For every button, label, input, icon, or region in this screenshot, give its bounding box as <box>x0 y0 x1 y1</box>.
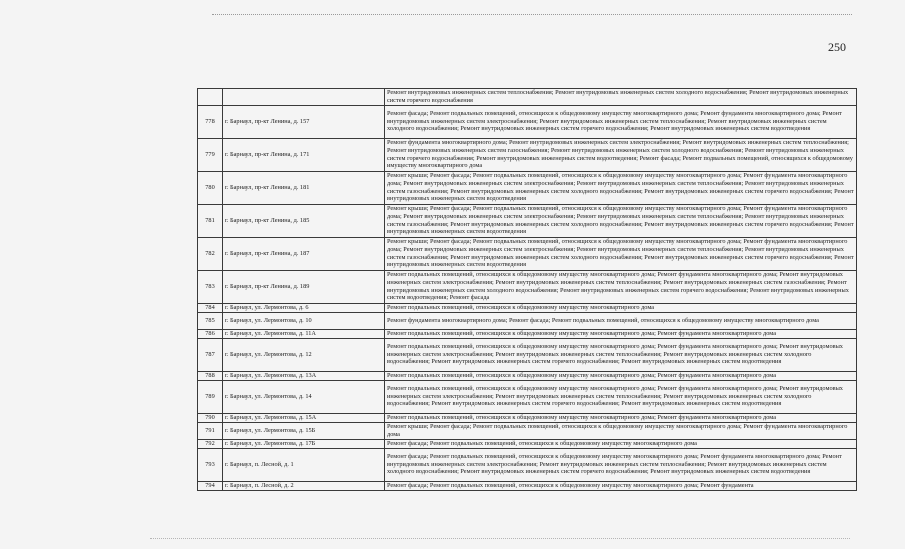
row-works: Ремонт фундамента многоквартирного дома; Ремонт внутридомовых инженерных систем электроснабжения; Ремонт внутридомовых инженерных систем теплоснабжения; Ремонт внутридомовых инженерных систем газоснабжения; Ремонт внутридомовых инженерных систем холодного водоснабжения; Ремонт внутридомовых инженерных систем горячего водоснабжения; Ремонт внутридомовых инженерных систем водоотведения; Ремонт фасада; Ремонт подвальных помещений, относящихся к общедомовому имуществу многоквартирного дома <box>385 138 857 171</box>
table-row <box>198 237 857 270</box>
repair-register-table <box>197 88 857 491</box>
row-works: Ремонт крыши; Ремонт фасада; Ремонт подвальных помещений, относящихся к общедомовому имуществу многоквартирного дома; Ремонт фундамента многоквартирного дома; Ремонт внутридомовых инженерных систем электроснабжения; Ремонт внутридомовых инженерных систем теплоснабжения; Ремонт внутридомовых инженерных систем газоснабжения; Ремонт внутридомовых инженерных систем холодного водоснабжения; Ремонт внутридомовых инженерных систем горячего водоснабжения; Ремонт внутридомовых инженерных систем водоотведения <box>385 171 857 204</box>
row-address: г. Барнаул, ул. Лермонтова, д. 11А <box>223 329 385 338</box>
row-works: Ремонт крыши; Ремонт фасада; Ремонт подвальных помещений, относящихся к общедомовому имуществу многоквартирного дома; Ремонт фундамента многоквартирного дома; Ремонт внутридомовых инженерных систем электроснабжения; Ремонт внутридомовых инженерных систем теплоснабжения; Ремонт внутридомовых инженерных систем газоснабжения; Ремонт внутридомовых инженерных систем холодного водоснабжения; Ремонт внутридомовых инженерных систем горячего водоснабжения; Ремонт внутридомовых инженерных систем водоотведения <box>385 204 857 237</box>
row-number: 787 <box>198 338 223 371</box>
top-scan-line <box>212 14 852 15</box>
row-address: г. Барнаул, пр-кт Ленина, д. 185 <box>223 204 385 237</box>
row-address: г. Барнаул, ул. Лермонтова, д. 15А <box>223 413 385 422</box>
row-number: 788 <box>198 371 223 380</box>
table-row <box>198 413 857 422</box>
row-number: 778 <box>198 105 223 138</box>
table-row <box>198 448 857 481</box>
row-number: 794 <box>198 481 223 490</box>
table-row <box>198 329 857 338</box>
row-address: г. Барнаул, пр-кт Ленина, д. 187 <box>223 237 385 270</box>
row-address: г. Барнаул, пр-кт Ленина, д. 171 <box>223 138 385 171</box>
row-number <box>198 89 223 106</box>
row-address: г. Барнаул, п. Лесной, д. 1 <box>223 448 385 481</box>
page-number: 250 <box>828 40 846 54</box>
table-row <box>198 303 857 312</box>
table-row <box>198 312 857 329</box>
row-works: Ремонт внутридомовых инженерных систем теплоснабжения; Ремонт внутридомовых инженерных систем холодного водоснабжения; Ремонт внутридомовых инженерных систем горячего водоснабжения <box>385 89 857 106</box>
row-address: г. Барнаул, пр-кт Ленина, д. 189 <box>223 270 385 303</box>
row-address <box>223 89 385 106</box>
row-works: Ремонт подвальных помещений, относящихся к общедомовому имуществу многоквартирного дома <box>385 303 857 312</box>
row-works: Ремонт фасада; Ремонт подвальных помещений, относящихся к общедомовому имуществу многоквартирного дома; Ремонт фундамента многоквартирного дома; Ремонт внутридомовых инженерных систем электроснабжения; Ремонт внутридомовых инженерных систем теплоснабжения; Ремонт внутридомовых инженерных систем холодного водоснабжения; Ремонт внутридомовых инженерных систем горячего водоснабжения; Ремонт внутридомовых инженерных систем водоотведения <box>385 448 857 481</box>
row-works: Ремонт подвальных помещений, относящихся к общедомовому имуществу многоквартирного дома; Ремонт фундамента многоквартирного дома <box>385 371 857 380</box>
row-address: г. Барнаул, ул. Лермонтова, д. 6 <box>223 303 385 312</box>
row-number: 783 <box>198 270 223 303</box>
row-number: 786 <box>198 329 223 338</box>
row-works: Ремонт крыши; Ремонт фасада; Ремонт подвальных помещений, относящихся к общедомовому имуществу многоквартирного дома; Ремонт фундамента многоквартирного дома <box>385 422 857 439</box>
row-address: г. Барнаул, ул. Лермонтова, д. 17Б <box>223 439 385 448</box>
row-address: г. Барнаул, пр-кт Ленина, д. 157 <box>223 105 385 138</box>
row-number: 784 <box>198 303 223 312</box>
row-address: г. Барнаул, ул. Лермонтова, д. 10 <box>223 312 385 329</box>
table-row <box>198 380 857 413</box>
row-number: 790 <box>198 413 223 422</box>
table-row <box>198 204 857 237</box>
row-number: 793 <box>198 448 223 481</box>
row-address: г. Барнаул, ул. Лермонтова, д. 15Б <box>223 422 385 439</box>
row-address: г. Барнаул, п. Лесной, д. 2 <box>223 481 385 490</box>
table-row <box>198 481 857 490</box>
table-row <box>198 270 857 303</box>
bottom-scan-line <box>150 538 850 539</box>
row-works: Ремонт подвальных помещений, относящихся к общедомовому имуществу многоквартирного дома; Ремонт фундамента многоквартирного дома; Ремонт внутридомовых инженерных систем электроснабжения; Ремонт внутридомовых инженерных систем теплоснабжения; Ремонт внутридомовых инженерных систем газоснабжения; Ремонт внутридомовых инженерных систем холодного водоснабжения; Ремонт внутридомовых инженерных систем горячего водоснабжения; Ремонт внутридомовых инженерных систем водоотведения; Ремонт фасада <box>385 270 857 303</box>
row-number: 785 <box>198 312 223 329</box>
row-number: 792 <box>198 439 223 448</box>
row-works: Ремонт подвальных помещений, относящихся к общедомовому имуществу многоквартирного дома; Ремонт фундамента многоквартирного дома; Ремонт внутридомовых инженерных систем электроснабжения; Ремонт внутридомовых инженерных систем теплоснабжения; Ремонт внутридомовых инженерных систем холодного водоснабжения; Ремонт внутридомовых инженерных систем горячего водоснабжения; Ремонт внутридомовых инженерных систем водоотведения <box>385 380 857 413</box>
row-works: Ремонт фундамента многоквартирного дома; Ремонт фасада; Ремонт подвальных помещений, относящихся к общедомовому имуществу многоквартирного дома <box>385 312 857 329</box>
table-row <box>198 138 857 171</box>
row-number: 780 <box>198 171 223 204</box>
row-address: г. Барнаул, ул. Лермонтова, д. 13А <box>223 371 385 380</box>
table-row <box>198 338 857 371</box>
row-address: г. Барнаул, пр-кт Ленина, д. 181 <box>223 171 385 204</box>
row-works: Ремонт подвальных помещений, относящихся к общедомовому имуществу многоквартирного дома; Ремонт фундамента многоквартирного дома <box>385 329 857 338</box>
table-row <box>198 171 857 204</box>
row-address: г. Барнаул, ул. Лермонтова, д. 14 <box>223 380 385 413</box>
row-address: г. Барнаул, ул. Лермонтова, д. 12 <box>223 338 385 371</box>
row-works: Ремонт фасада; Ремонт подвальных помещений, относящихся к общедомовому имуществу многоквартирного дома <box>385 439 857 448</box>
register-body <box>198 89 857 491</box>
table-row <box>198 89 857 106</box>
row-works: Ремонт фасада; Ремонт подвальных помещений, относящихся к общедомовому имуществу многоквартирного дома; Ремонт фундамента многоквартирного дома; Ремонт внутридомовых инженерных систем электроснабжения; Ремонт внутридомовых инженерных систем теплоснабжения; Ремонт внутридомовых инженерных систем холодного водоснабжения; Ремонт внутридомовых инженерных систем горячего водоснабжения; Ремонт внутридомовых инженерных систем водоотведения <box>385 105 857 138</box>
row-number: 781 <box>198 204 223 237</box>
table-row <box>198 422 857 439</box>
row-number: 782 <box>198 237 223 270</box>
row-number: 779 <box>198 138 223 171</box>
row-works: Ремонт фасада; Ремонт подвальных помещений, относящихся к общедомовому имуществу многоквартирного дома; Ремонт фундамента <box>385 481 857 490</box>
table-row <box>198 439 857 448</box>
row-works: Ремонт подвальных помещений, относящихся к общедомовому имуществу многоквартирного дома; Ремонт фундамента многоквартирного дома <box>385 413 857 422</box>
row-works: Ремонт крыши; Ремонт фасада; Ремонт подвальных помещений, относящихся к общедомовому имуществу многоквартирного дома; Ремонт фундамента многоквартирного дома; Ремонт внутридомовых инженерных систем электроснабжения; Ремонт внутридомовых инженерных систем теплоснабжения; Ремонт внутридомовых инженерных систем газоснабжения; Ремонт внутридомовых инженерных систем холодного водоснабжения; Ремонт внутридомовых инженерных систем горячего водоснабжения; Ремонт внутридомовых инженерных систем водоотведения <box>385 237 857 270</box>
table-row <box>198 371 857 380</box>
row-number: 791 <box>198 422 223 439</box>
row-number: 789 <box>198 380 223 413</box>
row-works: Ремонт подвальных помещений, относящихся к общедомовому имуществу многоквартирного дома; Ремонт фундамента многоквартирного дома; Ремонт внутридомовых инженерных систем электроснабжения; Ремонт внутридомовых инженерных систем теплоснабжения; Ремонт внутридомовых инженерных систем холодного водоснабжения; Ремонт внутридомовых инженерных систем горячего водоснабжения; Ремонт внутридомовых инженерных систем водоотведения <box>385 338 857 371</box>
table-row <box>198 105 857 138</box>
